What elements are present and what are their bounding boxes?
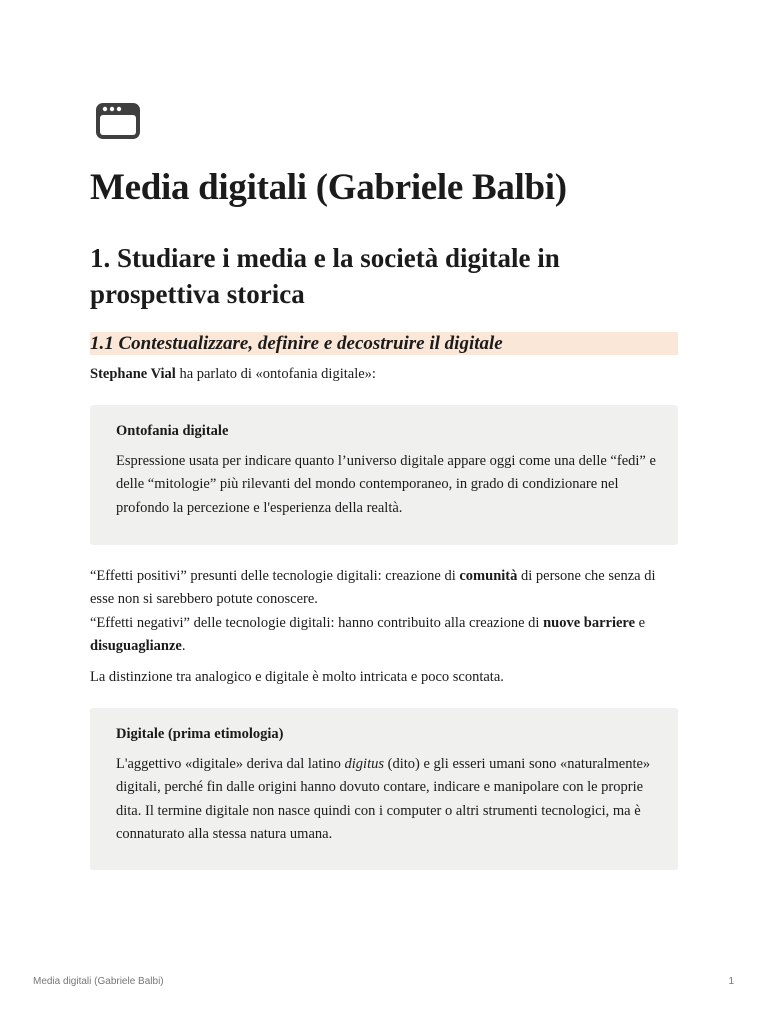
etymology-text-end: (dito) e gli esseri umani sono «naturalmente» digitali, perché fin dalle origini hanno dovuto contare, indicare e manipolare con le proprie dita. Il termine digitale non nasce quindi con i computer o altri strumenti tecnologici, ma è connaturato alla stessa natura umana.	[116, 756, 651, 842]
section-heading: 1. Studiare i media e la società digitale in prospettiva storica	[90, 243, 560, 309]
keyword-comunita: comunità	[459, 568, 518, 584]
keyword-nuove-barriere: nuove barriere	[543, 614, 636, 631]
callout-title: Ontofania digitale	[116, 423, 229, 439]
callout-text: Espressione usata per indicare quanto l’universo digitale appare oggi come una delle “fedi” e delle “mitologie” più rilevanti del mondo contemporaneo, in grado di condizionare nel profondo la percezione e l'esperienza della realtà.	[116, 453, 656, 516]
effects-negative-conjunction: e	[635, 614, 646, 631]
effects-paragraph	[90, 565, 678, 658]
footer-document-title: Media digitali (Gabriele Balbi)	[33, 976, 164, 987]
effects-negative-period: .	[181, 637, 186, 654]
browser-window-icon	[95, 102, 141, 140]
callout-digitale-etimologia	[90, 708, 678, 870]
effects-positive-text: “Effetti positivi” presunti delle tecnologie digitali: creazione di	[90, 568, 460, 584]
keyword-disuguaglianze: disuguaglianze	[90, 637, 182, 654]
callout-title: Digitale (prima etimologia)	[116, 726, 284, 742]
distinction-paragraph: La distinzione tra analogico e digitale è molto intricata e poco scontata.	[90, 669, 504, 685]
effects-negative-text: “Effetti negativi” delle tecnologie digitali: hanno contribuito alla creazione di	[90, 614, 544, 631]
page-title: Media digitali (Gabriele Balbi)	[90, 167, 567, 208]
intro-paragraph	[90, 363, 678, 386]
etymology-text: L'aggettivo «digitale» deriva dal latino	[116, 756, 345, 772]
callout-text	[116, 753, 656, 846]
footer-page-number: 1	[728, 976, 734, 987]
callout-ontofania	[90, 405, 678, 545]
intro-text: ha parlato di «ontofania digitale»:	[175, 366, 376, 382]
author-name: Stephane Vial	[90, 366, 176, 382]
latin-term: digitus	[344, 756, 384, 772]
subsection-heading: 1.1 Contestualizzare, definire e decostruire il digitale	[90, 332, 678, 355]
effects-positive-text-end: di persone che senza di esse non si sarebbero potute conoscere.	[90, 568, 656, 608]
